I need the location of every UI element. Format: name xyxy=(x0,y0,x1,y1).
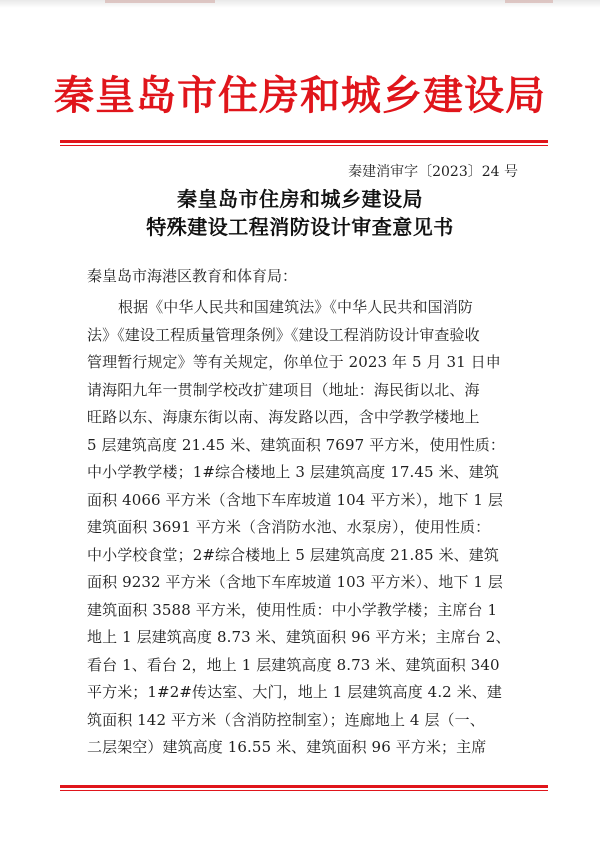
footer-red-rule xyxy=(60,785,548,791)
letterhead-masthead: 秦皇岛市住房和城乡建设局 xyxy=(54,73,546,119)
letterhead-red-rule xyxy=(60,140,548,146)
body-line: 请海阳九年一贯制学校改扩建项目（地址：海民街以北、海 xyxy=(87,380,480,399)
body-line: 二层架空）建筑高度 16.55 米、建筑面积 96 平方米；主席 xyxy=(87,738,487,756)
body-text xyxy=(87,294,527,762)
body-line: 法》《建设工程质量管理条例》《建设工程消防设计审查验收 xyxy=(87,325,480,344)
body-line: 中小学教学楼；1#综合楼地上 3 层建筑高度 17.45 米、建筑 xyxy=(87,463,499,481)
body-line: 建筑面积 3588 平方米，使用性质：中小学教学楼；主席台 1 xyxy=(87,600,498,619)
body-line: 筑面积 142 平方米（含消防控制室）；连廊地上 4 层（一、 xyxy=(87,710,485,729)
scan-edge-mark xyxy=(105,0,215,3)
body-line: 面积 9232 平方米（含地下车库坡道 103 平方米）、地下 1 层 xyxy=(87,573,503,591)
body-line: 建筑面积 3691 平方米（含消防水池、水泵房），使用性质： xyxy=(87,518,491,536)
body-line: 管理暂行规定》等有关规定，你单位于 2023 年 5 月 31 日申 xyxy=(87,353,501,371)
addressee: 秦皇岛市海港区教育和体育局： xyxy=(87,267,298,285)
document-title: 特殊建设工程消防设计审查意见书 xyxy=(146,215,454,239)
scan-edge-mark xyxy=(505,0,553,3)
body-line: 地上 1 层建筑高度 8.73 米、建筑面积 96 平方米；主席台 2、 xyxy=(87,628,511,646)
body-line: 5 层建筑高度 21.45 米、建筑面积 7697 平方米，使用性质： xyxy=(87,435,506,454)
document-number: 秦建消审字〔2023〕24 号 xyxy=(348,164,518,180)
document-title-issuer: 秦皇岛市住房和城乡建设局 xyxy=(177,187,423,211)
body-line: 根据《中华人民共和国建筑法》《中华人民共和国消防 xyxy=(118,298,473,316)
body-line: 面积 4066 平方米（含地下车库坡道 104 平方米），地下 1 层 xyxy=(87,490,503,509)
body-line: 旺路以东、海康东街以南、海发路以西，含中学教学楼地上 xyxy=(87,408,480,426)
body-line: 中小学校食堂；2#综合楼地上 5 层建筑高度 21.85 米、建筑 xyxy=(87,545,499,564)
body-line: 平方米；1#2#传达室、大门，地上 1 层建筑高度 4.2 米、建 xyxy=(87,683,502,701)
body-line: 看台 1、看台 2，地上 1 层建筑高度 8.73 米、建筑面积 340 xyxy=(87,655,500,674)
